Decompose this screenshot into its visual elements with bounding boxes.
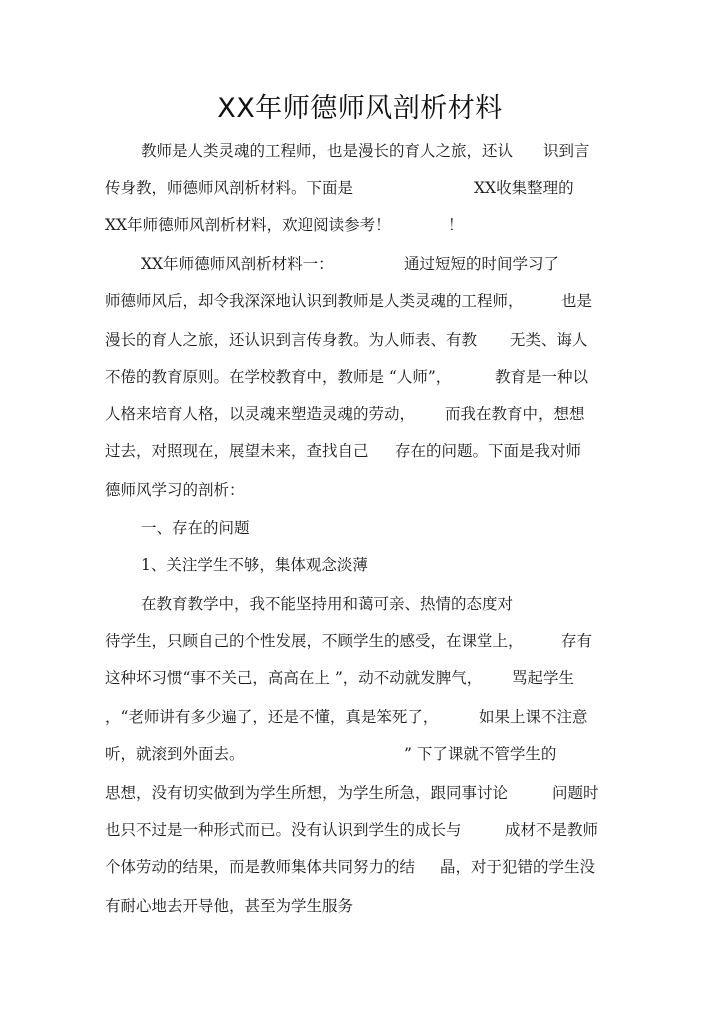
text-line-tail: 骂起学生: [512, 669, 575, 687]
text-line: 漫长的育人之旅，还认识到言传身教。为人师表、有教: [105, 331, 478, 349]
text-line-tail: 无类、诲人: [510, 331, 588, 349]
text-line: 有耐心地去开导他，甚至为学生服务: [105, 897, 354, 915]
text-line-tail: 存有: [561, 632, 593, 650]
text-line-tail: 识到言: [543, 142, 590, 160]
text-line: 也只不过是一种形式而已。没有认识到学生的成长与: [105, 821, 462, 839]
text-line-tail: XX收集整理的: [474, 179, 574, 197]
text-line: 待学生，只顾自己的个性发展，不顾学生的感受，在课堂上，: [105, 632, 524, 650]
text-line: 不倦的教育原则。在学校教育中，教师是 “人师”，: [105, 368, 452, 386]
text-line-tail: 教育是一种以: [495, 368, 589, 386]
text-line-tail: 而我在教育中，想想: [445, 405, 585, 423]
text-line-tail: 问题时: [552, 784, 599, 802]
text-line-tail: ！: [448, 216, 464, 234]
text-line: 听，就滚到外面去。: [105, 745, 245, 763]
text-line: XX年师德师风剖析材料，欢迎阅读参考！: [105, 216, 391, 234]
subsection-heading: 1、关注学生不够，集体观念淡薄: [141, 556, 368, 574]
text-line: 人格来培育人格，以灵魂来塑造灵魂的劳动，: [105, 405, 416, 423]
text-line-tail: ” 下了课就不管学生的: [404, 745, 557, 763]
text-line: 德师风学习的剖析：: [105, 481, 245, 499]
text-line-tail: 通过短短的时间学习了: [404, 255, 560, 273]
text-line: ，“老师讲有多少遍了，还是不懂，真是笨死了，: [105, 708, 439, 726]
text-line: 师德师风后，却令我深深地认识到教师是人类灵魂的工程师，: [105, 292, 524, 310]
text-line-tail: 成材不是教师: [505, 821, 599, 839]
text-line-tail: 晶，对于犯错的学生没: [440, 858, 596, 876]
text-line: 思想，没有切实做到为学生所想，为学生所急，跟同事讨论: [105, 784, 509, 802]
text-line: 个体劳动的结果，而是教师集体共同努力的结: [105, 858, 416, 876]
text-line: 这种坏习惯“事不关己，高高在上 ”，动不动就发脾气，: [105, 669, 483, 687]
text-line: 过去，对照现在，展望未来，查找自己: [105, 442, 369, 460]
text-line: 在教育教学中，我不能坚持用和蔼可亲、热情的态度对: [141, 595, 514, 613]
text-line-tail: 存在的问题。下面是我对师: [395, 442, 582, 460]
text-line: 教师是人类灵魂的工程师，也是漫长的育人之旅，还认: [141, 142, 514, 160]
text-line: 传身教，师德师风剖析材料。下面是: [105, 179, 354, 197]
document-title: XX年师德师风剖析材料: [217, 93, 503, 124]
text-line-tail: 如果上课不注意: [479, 708, 588, 726]
text-line-tail: 也是: [561, 292, 593, 310]
text-line: XX年师德师风剖析材料一：: [141, 255, 334, 273]
section-heading: 一、存在的问题: [141, 519, 250, 537]
